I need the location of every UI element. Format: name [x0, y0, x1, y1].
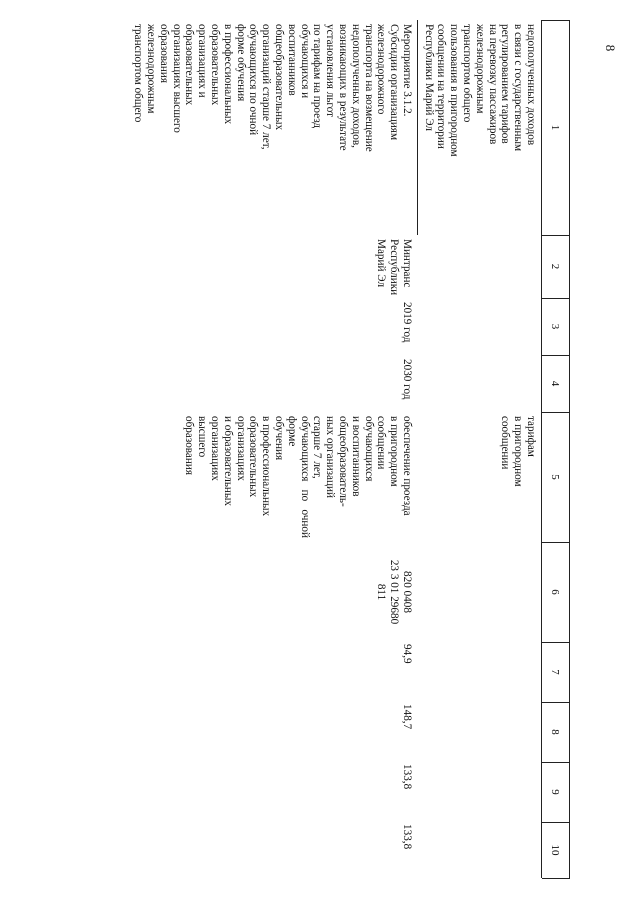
table-cell-value-8: 148,7	[401, 704, 413, 730]
col-border	[542, 878, 570, 879]
table-top-rule	[569, 20, 570, 878]
column-header: 6	[549, 589, 561, 595]
column-header: 7	[549, 669, 561, 675]
table-cell-value-7: 94,9	[401, 644, 413, 664]
table-cell-result: обеспечение проезда в пригородном сообщении обучающихся и воспитанников общеобразователь- ных организаций старше 7 лет, обучающихся по очной форме обучения в профессиональных образовательных организациях и образовательных организациях высшего образования	[183, 416, 413, 538]
table-cell-budget-code: 820 0408 23 3 01 29680 811	[375, 559, 413, 625]
table-cell-value-9: 133,8	[401, 764, 413, 790]
column-header: 10	[549, 844, 561, 856]
table-cell-end-year: 2030 год	[401, 359, 413, 400]
column-header: 5	[549, 474, 561, 480]
row-separator	[417, 20, 418, 235]
rotated-table	[70, 20, 570, 880]
header-bottom-rule	[541, 20, 542, 878]
column-header: 9	[549, 789, 561, 795]
table-cell-executor: Минтранс Республики Марий Эл	[375, 239, 413, 296]
column-header: 1	[549, 124, 561, 131]
column-header: 8	[549, 729, 561, 735]
table-cell-result: тарифам в пригородном сообщении	[499, 416, 537, 487]
table-cell-description: недополученных доходов в связи с государственным регулированием тарифов на перевозку пассажиров железнодорожным транспортом общего пользования в пригородном сообщении на территории Республики Марий Эл	[422, 24, 537, 157]
table-cell-description: Мероприятие 3.1.2. Субсидии организациям железнодорожного транспорта на возмещение недополученных доходов, возникающих в результате установления льгот по тарифам на проезд обучающихся и воспитанников общеобразовательных организаций старше 7 лет, обучающихся по очной форме обучения в профессиональных образовательных организациях и образовательных организациях высшего образования железнодорожным транспортом общего	[132, 24, 413, 152]
column-header: 2	[549, 263, 561, 270]
column-header: 4	[549, 380, 561, 387]
page-number: 8	[603, 44, 618, 52]
table-cell-start-year: 2019 год	[401, 302, 413, 343]
table-cell-value-10: 133,8	[401, 824, 413, 850]
column-header: 3	[549, 323, 561, 330]
